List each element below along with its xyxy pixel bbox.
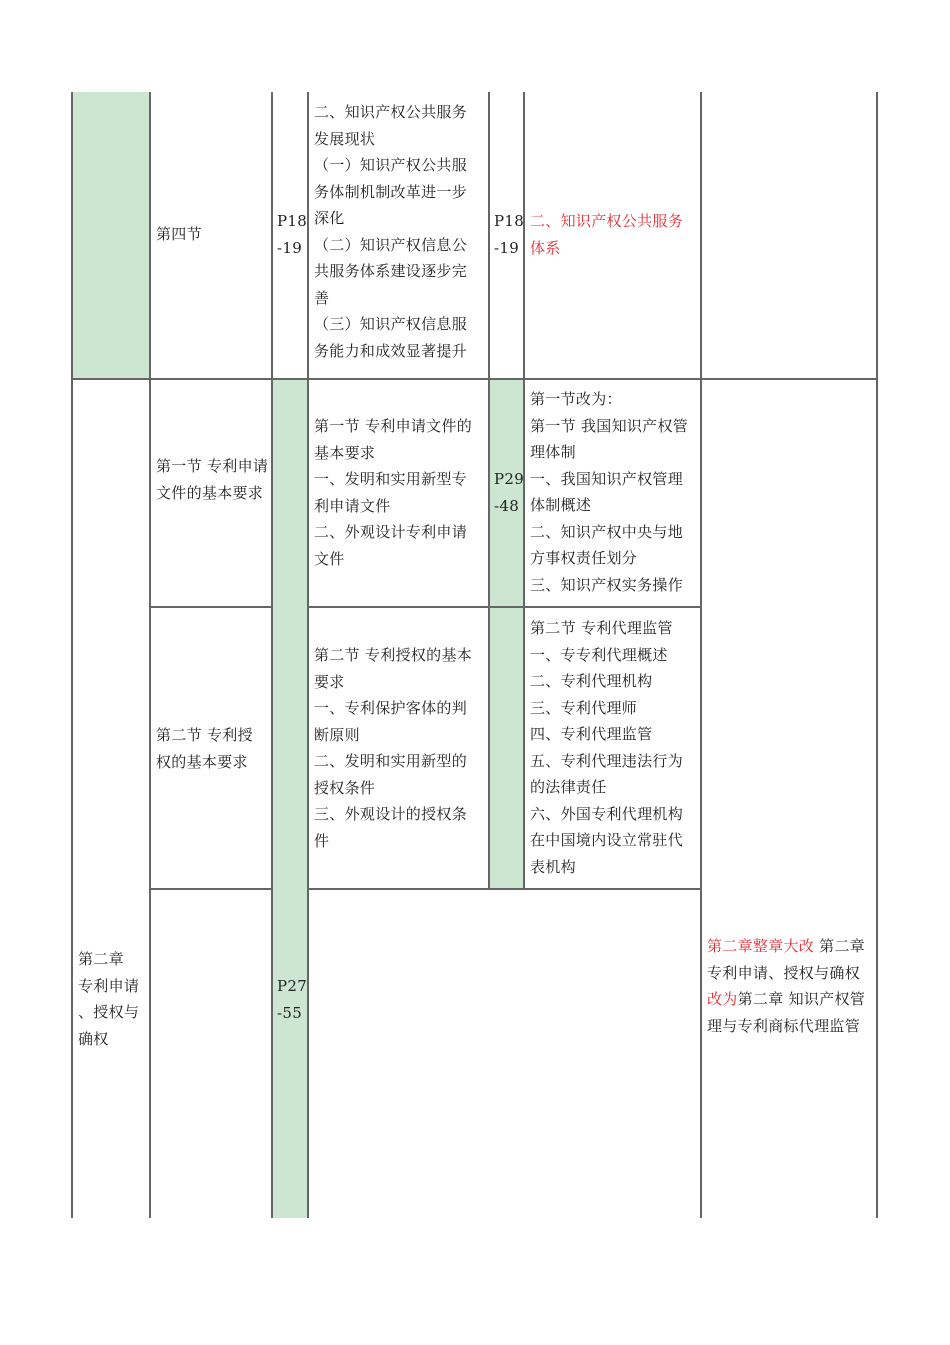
remark-text: 第二章 知识产权管理与专利商标代理监管 (707, 990, 866, 1035)
page-range-start: P18 (277, 212, 308, 230)
content-line: 第二节 专利授权的基本要求 (314, 646, 473, 691)
content-line: 一、我国知识产权管理体制概述 (530, 469, 684, 514)
chapter2-title (78, 946, 139, 1052)
sec2-new-content (530, 615, 696, 880)
sec1-old-content (314, 413, 482, 572)
content-line: 三、专利代理师 (530, 698, 638, 717)
page-range-end: -48 (494, 496, 520, 515)
section4-old-content (314, 99, 482, 364)
content-line: 第一节 我国知识产权管理体制 (530, 416, 689, 461)
border-v1 (71, 92, 73, 1218)
border-h-sec2-bottom-right (307, 888, 702, 890)
content-line: 一、发明和实用新型专利申请文件 (314, 470, 468, 515)
sec1-new-pages (494, 466, 524, 519)
chapter-title-line: 专利申请 (78, 976, 140, 995)
content-line: 二、发明和实用新型的授权条件 (314, 752, 468, 797)
content-line: 第二节 专利代理监管 (530, 619, 673, 637)
sec1-name: 第一节 专利申请文件的基本要求 (156, 457, 269, 502)
border-v8 (876, 92, 878, 1218)
content-line: 二、外观设计专利申请文件 (314, 523, 468, 568)
content-line: 四、专利代理监管 (530, 725, 653, 743)
section4-label: 第四节 (156, 225, 202, 243)
border-v7 (700, 92, 702, 1218)
border-h-sec1-bottom-right (307, 606, 702, 608)
chapter2-remark (707, 933, 870, 1039)
green-fill-oldpages-ch2 (273, 380, 307, 1218)
page-range-end: -19 (277, 238, 303, 257)
content-line: 五、专利代理违法行为的法律责任 (530, 751, 684, 796)
content-line: 一、专利保护客体的判断原则 (314, 699, 468, 744)
border-v3 (271, 92, 273, 1218)
remark-text: 第二章 专利申请、授权与确权 (707, 937, 866, 982)
chapter-title-line: 、授权与 (78, 1003, 140, 1021)
section4-new-content: 二、知识产权公共服务体系 (530, 212, 684, 257)
content-line: 二、知识产权公共服务发展现状 (314, 103, 468, 148)
content-line: 第一节 专利申请文件的基本要求 (314, 417, 473, 462)
border-h-row1-bottom (71, 378, 878, 380)
content-line: 三、知识产权实务操作 (530, 575, 684, 594)
border-h-sec2-bottom (149, 888, 273, 890)
content-line: 三、外观设计的授权条件 (314, 805, 468, 850)
content-line: （三）知识产权信息服务能力和成效显著提升 (314, 315, 468, 360)
content-line: 第一节改为： (530, 390, 622, 408)
green-fill-newpages-sec1 (490, 380, 524, 888)
chapter-title-line: 第二章 (78, 950, 124, 968)
content-line: 六、外国专利代理机构在中国境内设立常驻代表机构 (530, 804, 684, 876)
page-range-start: P27 (277, 977, 308, 995)
remark-highlight: 第二章整章大改 (707, 937, 815, 955)
content-line: （一）知识产权公共服务体制机制改革进一步深化 (314, 156, 468, 227)
chapter-title-line: 确权 (78, 1029, 109, 1048)
page-range-start: P29 (494, 470, 525, 488)
page-range-start: P18 (494, 212, 525, 230)
content-line: 一、专专利代理概述 (530, 645, 668, 664)
page-range-end: -55 (277, 1003, 303, 1022)
sec2-name: 第二节 专利授权的基本要求 (156, 726, 253, 771)
border-v4 (307, 92, 309, 1218)
sec1-new-content (530, 386, 696, 598)
page-range-end: -19 (494, 238, 520, 257)
border-h-sec1-bottom (149, 606, 273, 608)
border-v2 (149, 92, 151, 1218)
section4-new-pages (494, 208, 524, 261)
section4-old-pages (277, 208, 307, 261)
border-v5 (488, 92, 490, 890)
remark-highlight: 改为 (707, 990, 738, 1008)
sec2-old-content (314, 642, 482, 854)
green-fill-col1-top (73, 92, 150, 379)
content-line: 二、知识产权中央与地方事权责任划分 (530, 522, 684, 567)
chapter2-old-pages (277, 973, 307, 1026)
content-line: 二、专利代理机构 (530, 672, 653, 690)
content-line: （二）知识产权信息公共服务体系建设逐步完善 (314, 235, 468, 307)
